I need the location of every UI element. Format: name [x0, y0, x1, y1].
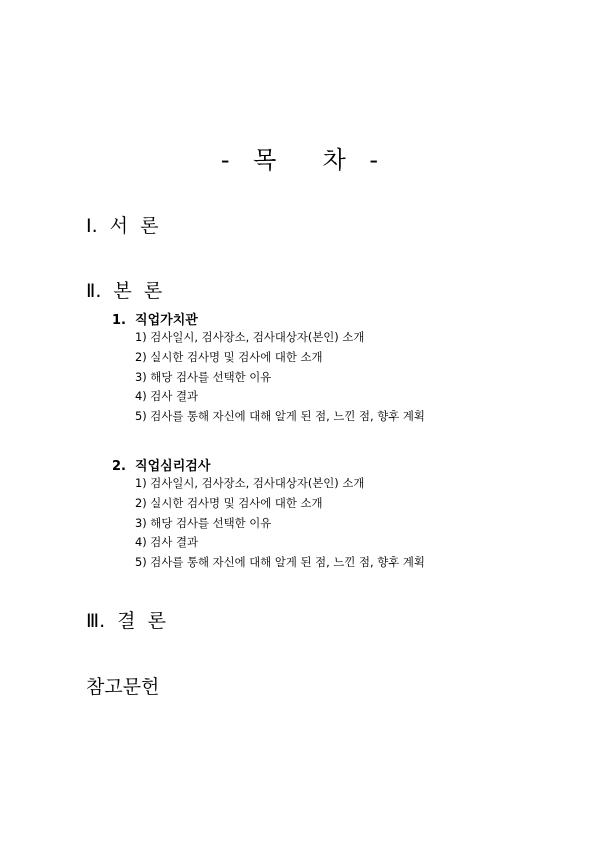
subsection-item-list-vocational-psych-test: [135, 474, 425, 573]
subsection-heading-vocational-psych-test: 2. 직업심리검사: [112, 459, 211, 474]
toc-item: 3) 해당 검사를 선택한 이유: [135, 369, 272, 384]
toc-item: 4) 검사 결과: [135, 535, 198, 550]
subsection-heading-job-values: 1. 직업가치관: [112, 313, 198, 328]
section-heading-main-body: Ⅱ. 본 론: [86, 280, 163, 302]
toc-title: - 목 차 -: [220, 146, 380, 174]
toc-item: 4) 검사 결과: [135, 389, 198, 404]
section-heading-conclusion: Ⅲ. 결 론: [86, 610, 166, 632]
subsection-item-list-job-values: [135, 328, 425, 427]
section-heading-introduction: Ⅰ. 서 론: [86, 215, 159, 237]
toc-item: 2) 실시한 검사명 및 검사에 대한 소개: [135, 495, 323, 510]
toc-item: 2) 실시한 검사명 및 검사에 대한 소개: [135, 349, 323, 364]
section-heading-references: 참고문헌: [86, 676, 160, 698]
toc-item: 5) 검사를 통해 자신에 대해 알게 된 점, 느낀 점, 향후 계획: [135, 555, 425, 570]
toc-item: 3) 해당 검사를 선택한 이유: [135, 515, 272, 530]
toc-item: 1) 검사일시, 검사장소, 검사대상자(본인) 소개: [135, 476, 365, 490]
toc-item: 5) 검사를 통해 자신에 대해 알게 된 점, 느낀 점, 향후 계획: [135, 409, 425, 424]
toc-item: 1) 검사일시, 검사장소, 검사대상자(본인) 소개: [135, 330, 365, 344]
